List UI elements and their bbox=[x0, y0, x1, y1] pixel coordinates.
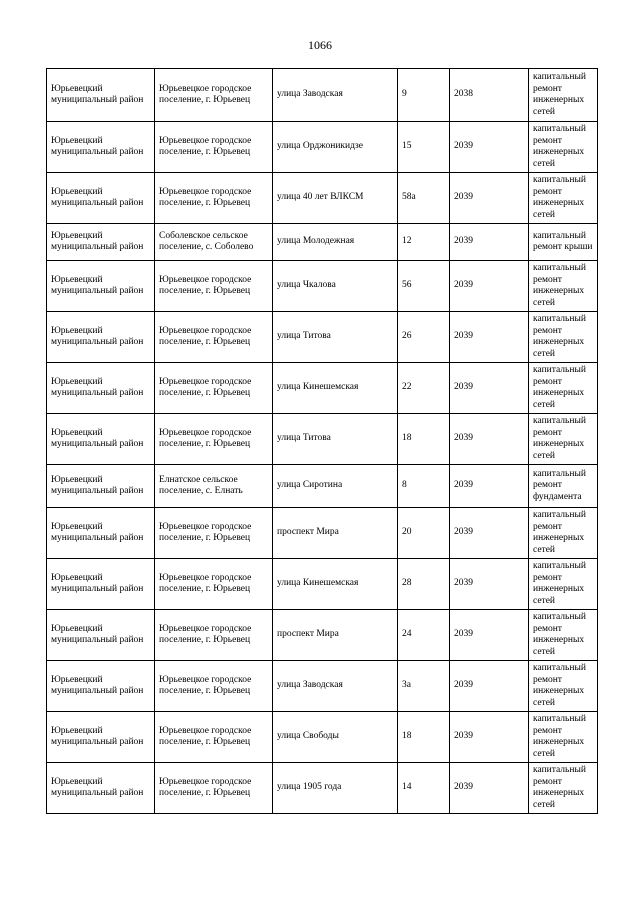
cell-street: улица Свободы bbox=[273, 712, 398, 763]
cell-work-type: капитальный ремонт инженерных сетей bbox=[529, 712, 598, 763]
cell-year: 2039 bbox=[450, 173, 529, 224]
cell-work-type: капитальный ремонт инженерных сетей bbox=[529, 559, 598, 610]
cell-settlement: Юрьевецкое городское поселение, г. Юрьевец bbox=[155, 661, 273, 712]
cell-year: 2039 bbox=[450, 363, 529, 414]
cell-district: Юрьевецкий муниципальный район bbox=[47, 363, 155, 414]
table-row bbox=[47, 122, 598, 173]
cell-district: Юрьевецкий муниципальный район bbox=[47, 261, 155, 312]
cell-work-type: капитальный ремонт инженерных сетей bbox=[529, 363, 598, 414]
cell-work-type: капитальный ремонт инженерных сетей bbox=[529, 661, 598, 712]
cell-settlement: Юрьевецкое городское поселение, г. Юрьевец bbox=[155, 173, 273, 224]
cell-house-number: 24 bbox=[398, 610, 450, 661]
cell-district: Юрьевецкий муниципальный район bbox=[47, 414, 155, 465]
cell-year: 2039 bbox=[450, 661, 529, 712]
table-body bbox=[47, 69, 598, 814]
cell-house-number: 20 bbox=[398, 508, 450, 559]
cell-street: улица Кинешемская bbox=[273, 363, 398, 414]
cell-year: 2039 bbox=[450, 224, 529, 261]
cell-settlement: Юрьевецкое городское поселение, г. Юрьевец bbox=[155, 414, 273, 465]
cell-work-type: капитальный ремонт инженерных сетей bbox=[529, 312, 598, 363]
cell-settlement: Юрьевецкое городское поселение, г. Юрьевец bbox=[155, 763, 273, 814]
cell-street: улица 40 лет ВЛКСМ bbox=[273, 173, 398, 224]
table-row bbox=[47, 508, 598, 559]
cell-work-type: капитальный ремонт инженерных сетей bbox=[529, 173, 598, 224]
cell-street: улица Чкалова bbox=[273, 261, 398, 312]
cell-settlement: Юрьевецкое городское поселение, г. Юрьевец bbox=[155, 363, 273, 414]
cell-district: Юрьевецкий муниципальный район bbox=[47, 312, 155, 363]
cell-street: улица 1905 года bbox=[273, 763, 398, 814]
cell-street: проспект Мира bbox=[273, 610, 398, 661]
cell-year: 2039 bbox=[450, 261, 529, 312]
cell-work-type: капитальный ремонт инженерных сетей bbox=[529, 69, 598, 122]
cell-house-number: 14 bbox=[398, 763, 450, 814]
cell-work-type: капитальный ремонт инженерных сетей bbox=[529, 508, 598, 559]
cell-district: Юрьевецкий муниципальный район bbox=[47, 465, 155, 508]
cell-house-number: 22 bbox=[398, 363, 450, 414]
cell-district: Юрьевецкий муниципальный район bbox=[47, 763, 155, 814]
cell-street: улица Титова bbox=[273, 414, 398, 465]
cell-house-number: 26 bbox=[398, 312, 450, 363]
cell-street: проспект Мира bbox=[273, 508, 398, 559]
cell-house-number: 12 bbox=[398, 224, 450, 261]
page-number: 1066 bbox=[308, 38, 332, 52]
cell-year: 2039 bbox=[450, 559, 529, 610]
table-row bbox=[47, 224, 598, 261]
cell-house-number: 58а bbox=[398, 173, 450, 224]
table-row bbox=[47, 559, 598, 610]
cell-settlement: Юрьевецкое городское поселение, г. Юрьевец bbox=[155, 610, 273, 661]
cell-district: Юрьевецкий муниципальный район bbox=[47, 661, 155, 712]
cell-year: 2039 bbox=[450, 465, 529, 508]
cell-year: 2038 bbox=[450, 69, 529, 122]
cell-street: улица Титова bbox=[273, 312, 398, 363]
cell-house-number: 18 bbox=[398, 712, 450, 763]
table-row bbox=[47, 312, 598, 363]
cell-settlement: Юрьевецкое городское поселение, г. Юрьевец bbox=[155, 122, 273, 173]
cell-year: 2039 bbox=[450, 610, 529, 661]
cell-work-type: капитальный ремонт крыши bbox=[529, 224, 598, 261]
cell-house-number: 56 bbox=[398, 261, 450, 312]
cell-settlement: Юрьевецкое городское поселение, г. Юрьевец bbox=[155, 261, 273, 312]
cell-settlement: Юрьевецкое городское поселение, г. Юрьевец bbox=[155, 508, 273, 559]
table-row bbox=[47, 261, 598, 312]
cell-street: улица Сиротина bbox=[273, 465, 398, 508]
cell-settlement: Юрьевецкое городское поселение, г. Юрьевец bbox=[155, 69, 273, 122]
cell-house-number: 9 bbox=[398, 69, 450, 122]
cell-year: 2039 bbox=[450, 122, 529, 173]
cell-house-number: 28 bbox=[398, 559, 450, 610]
cell-work-type: капитальный ремонт фундамента bbox=[529, 465, 598, 508]
cell-settlement: Юрьевецкое городское поселение, г. Юрьевец bbox=[155, 712, 273, 763]
cell-district: Юрьевецкий муниципальный район bbox=[47, 122, 155, 173]
table-row bbox=[47, 712, 598, 763]
cell-district: Юрьевецкий муниципальный район bbox=[47, 610, 155, 661]
table-row bbox=[47, 465, 598, 508]
cell-street: улица Кинешемская bbox=[273, 559, 398, 610]
cell-district: Юрьевецкий муниципальный район bbox=[47, 173, 155, 224]
cell-street: улица Молодежная bbox=[273, 224, 398, 261]
cell-work-type: капитальный ремонт инженерных сетей bbox=[529, 414, 598, 465]
cell-year: 2039 bbox=[450, 312, 529, 363]
cell-street: улица Заводская bbox=[273, 661, 398, 712]
cell-district: Юрьевецкий муниципальный район bbox=[47, 712, 155, 763]
cell-district: Юрьевецкий муниципальный район bbox=[47, 224, 155, 261]
cell-house-number: 8 bbox=[398, 465, 450, 508]
cell-settlement: Юрьевецкое городское поселение, г. Юрьевец bbox=[155, 559, 273, 610]
cell-year: 2039 bbox=[450, 712, 529, 763]
cell-district: Юрьевецкий муниципальный район bbox=[47, 508, 155, 559]
table-row bbox=[47, 763, 598, 814]
table-row bbox=[47, 69, 598, 122]
cell-street: улица Заводская bbox=[273, 69, 398, 122]
cell-work-type: капитальный ремонт инженерных сетей bbox=[529, 610, 598, 661]
table-row bbox=[47, 661, 598, 712]
cell-district: Юрьевецкий муниципальный район bbox=[47, 559, 155, 610]
cell-settlement: Соболевское сельское поселение, с. Соболево bbox=[155, 224, 273, 261]
cell-district: Юрьевецкий муниципальный район bbox=[47, 69, 155, 122]
cell-year: 2039 bbox=[450, 508, 529, 559]
cell-house-number: 15 bbox=[398, 122, 450, 173]
housing-repair-table bbox=[46, 68, 598, 814]
cell-settlement: Юрьевецкое городское поселение, г. Юрьевец bbox=[155, 312, 273, 363]
table-row bbox=[47, 414, 598, 465]
cell-work-type: капитальный ремонт инженерных сетей bbox=[529, 763, 598, 814]
cell-year: 2039 bbox=[450, 414, 529, 465]
table-row bbox=[47, 363, 598, 414]
cell-house-number: 3а bbox=[398, 661, 450, 712]
cell-work-type: капитальный ремонт инженерных сетей bbox=[529, 122, 598, 173]
table-row bbox=[47, 610, 598, 661]
cell-settlement: Елнатское сельское поселение, с. Елнать bbox=[155, 465, 273, 508]
cell-house-number: 18 bbox=[398, 414, 450, 465]
cell-year: 2039 bbox=[450, 763, 529, 814]
table-row bbox=[47, 173, 598, 224]
cell-street: улица Орджоникидзе bbox=[273, 122, 398, 173]
cell-work-type: капитальный ремонт инженерных сетей bbox=[529, 261, 598, 312]
